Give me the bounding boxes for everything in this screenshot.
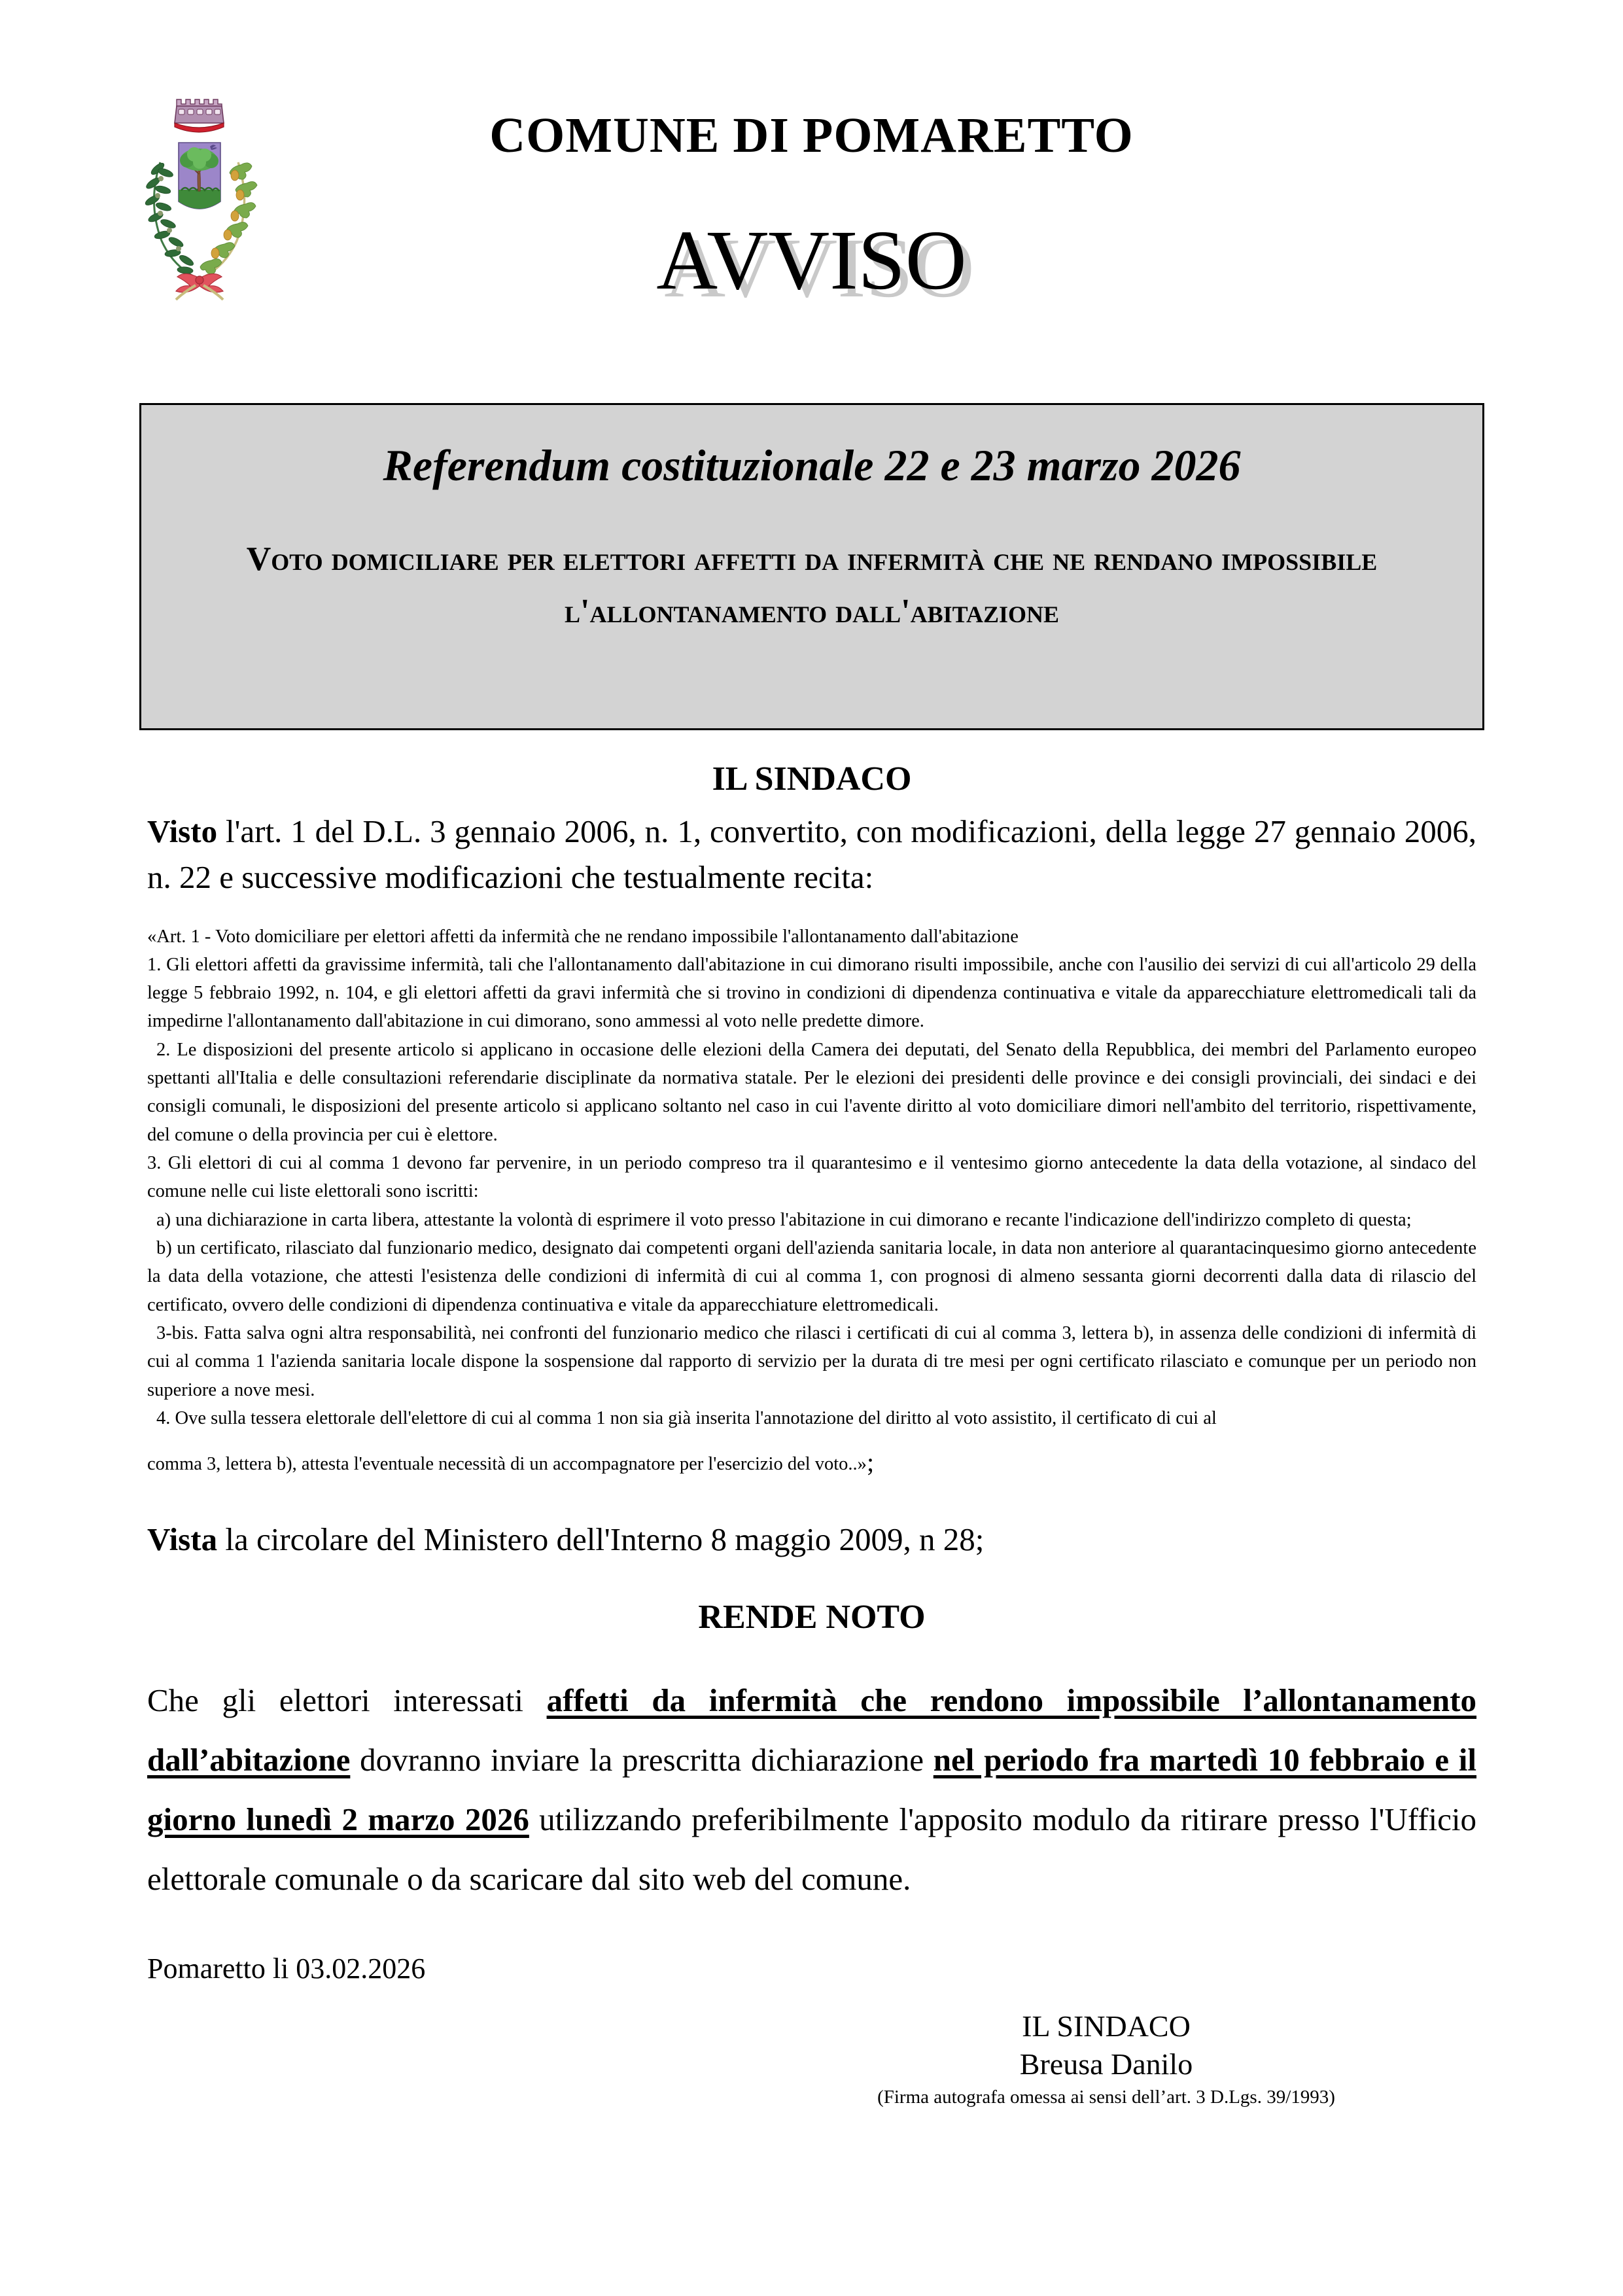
- legal-comma-3: 3. Gli elettori di cui al comma 1 devono far pervenire, in un periodo compreso tra il quarantesimo e il ventesimo giorno antecedente la data della votazione, al sindaco del comune nelle cui liste elettorali sono iscritti:: [147, 1153, 1476, 1202]
- signature-disclaimer: (Firma autografa omessa ai sensi dell’art. 3 D.Lgs. 39/1993): [877, 2087, 1335, 2108]
- page-title: COMUNE DI POMARETTO: [489, 108, 1134, 163]
- vista-keyword: Vista: [147, 1521, 218, 1557]
- legal-comma-4-end-text: comma 3, lettera b), attesta l'eventuale necessità di un accompagnatore per l'esercizio del voto..»: [147, 1454, 867, 1475]
- rende-noto-heading: RENDE NOTO: [698, 1598, 926, 1636]
- rende-emphasis-1: affetti da infermità che rendono impossibile l’allontanamento dall’abitazione: [147, 1682, 1477, 1778]
- place-and-date: Pomaretto li 03.02.2026: [147, 1952, 426, 1985]
- signature-name: Breusa Danilo: [1019, 2047, 1193, 2081]
- vista-paragraph: [147, 1517, 1476, 1563]
- notice-box-subtitle: Voto domiciliare per elettori affetti da infermità che ne rendano impossibile l'allontanamento dall'abitazione: [246, 540, 1378, 631]
- legal-comma-1: 1. Gli elettori affetti da gravissime infermità, tali che l'allontanamento dall'abitazione in cui dimorano risulti impossibile, anche con l'ausilio dei servizi di cui all'articolo 29 della legge 5 febbraio 1992, n. 104, e gli elettori affetti da gravi infermità che si trovino in condizioni di dipendenza continuativa e vitale da apparecchiature elettromedicali tali da impedirne l'allontanamento dall'abitazione in cui dimorano, sono ammessi al voto nelle predette dimore.: [147, 954, 1476, 1032]
- legal-letter-b: b) un certificato, rilasciato dal funzionario medico, designato dai competenti organi dell'azienda sanitaria locale, in data non anteriore al quarantacinquesimo giorno antecedente la data della votazione, che attesti l'esistenza delle condizioni di infermità di cui al comma 1, con prognosi di almeno sessanta giorni decorrenti dalla data di rilascio del certificato, ovvero delle condizioni di dipendenza continuativa e vitale da apparecchiature elettromedicali.: [147, 1237, 1476, 1315]
- rende-part-2: dovranno inviare la prescritta dichiarazione: [350, 1741, 934, 1778]
- sindaco-heading: IL SINDACO: [712, 760, 912, 798]
- visto-paragraph: [147, 809, 1476, 900]
- rende-part-1: Che gli elettori interessati: [147, 1682, 547, 1718]
- notice-box: [139, 403, 1484, 730]
- legal-comma-3bis: 3-bis. Fatta salva ogni altra responsabilità, nei confronti del funzionario medico che rilasci i certificati di cui al comma 3, lettera b), in assenza delle condizioni di infermità di cui al comma 1 l'azienda sanitaria locale dispone la sospensione dal rapporto di servizio per la durata di tre mesi per ogni certificato rilasciato e comunque per un periodo non superiore a nove mesi.: [147, 1322, 1476, 1400]
- visto-text: l'art. 1 del D.L. 3 gennaio 2006, n. 1, convertito, con modificazioni, della legge 27 gennaio 2006, n. 22 e successive modificazioni che testualmente recita:: [147, 813, 1476, 895]
- visto-keyword: Visto: [147, 813, 218, 850]
- legal-art-heading: «Art. 1 - Voto domiciliare per elettori affetti da infermità che ne rendano impossibile l'allontanamento dall'abitazione: [147, 926, 1019, 947]
- document-body: [147, 759, 1476, 2110]
- legal-closing-semicolon: ;: [866, 1447, 875, 1477]
- legal-quote-block: [147, 923, 1476, 1483]
- signature-block: [147, 2007, 1476, 2110]
- notice-box-title: Referendum costituzionale 22 e 23 marzo 2026: [383, 440, 1241, 490]
- legal-comma-4: 4. Ove sulla tessera elettorale dell'elettore di cui al comma 1 non sia già inserita l'annotazione del diritto al voto assistito, il certificato di cui al: [156, 1407, 1217, 1428]
- legal-comma-2: 2. Le disposizioni del presente articolo si applicano in occasione delle elezioni della Camera dei deputati, del Senato della Repubblica, dei membri del Parlamento europeo spettanti all'Italia e delle consultazioni referendarie disciplinate da normativa statale. Per le elezioni dei presidenti delle province e dei consigli provinciali, dei sindaci e dei consigli comunali, le disposizioni del presente articolo si applicano soltanto nel caso in cui l'avente diritto al voto domiciliare dimori nell'ambito del territorio, rispettivamente, del comune o della provincia per cui è elettore.: [147, 1039, 1476, 1145]
- document-header: [0, 0, 1623, 340]
- signature-title: IL SINDACO: [1022, 2009, 1191, 2043]
- rende-emphasis-2: nel periodo fra martedì 10 febbraio e il giorno lunedì 2 marzo 2026: [147, 1741, 1476, 1837]
- vista-text: la circolare del Ministero dell'Interno 8 maggio 2009, n 28;: [217, 1521, 985, 1557]
- rende-noto-paragraph: [147, 1670, 1476, 1909]
- rende-part-3: utilizzando preferibilmente l'apposito modulo da ritirare presso l'Ufficio elettorale comunale o da scaricare dal sito web del comune.: [147, 1801, 1476, 1897]
- legal-comma-4-end: [147, 1443, 1476, 1483]
- legal-letter-a: a) una dichiarazione in carta libera, attestante la volontà di esprimere il voto presso l'abitazione in cui dimorano e recante l'indicazione dell'indirizzo completo di questa;: [156, 1209, 1412, 1230]
- avviso-heading: AVVISO: [656, 213, 967, 308]
